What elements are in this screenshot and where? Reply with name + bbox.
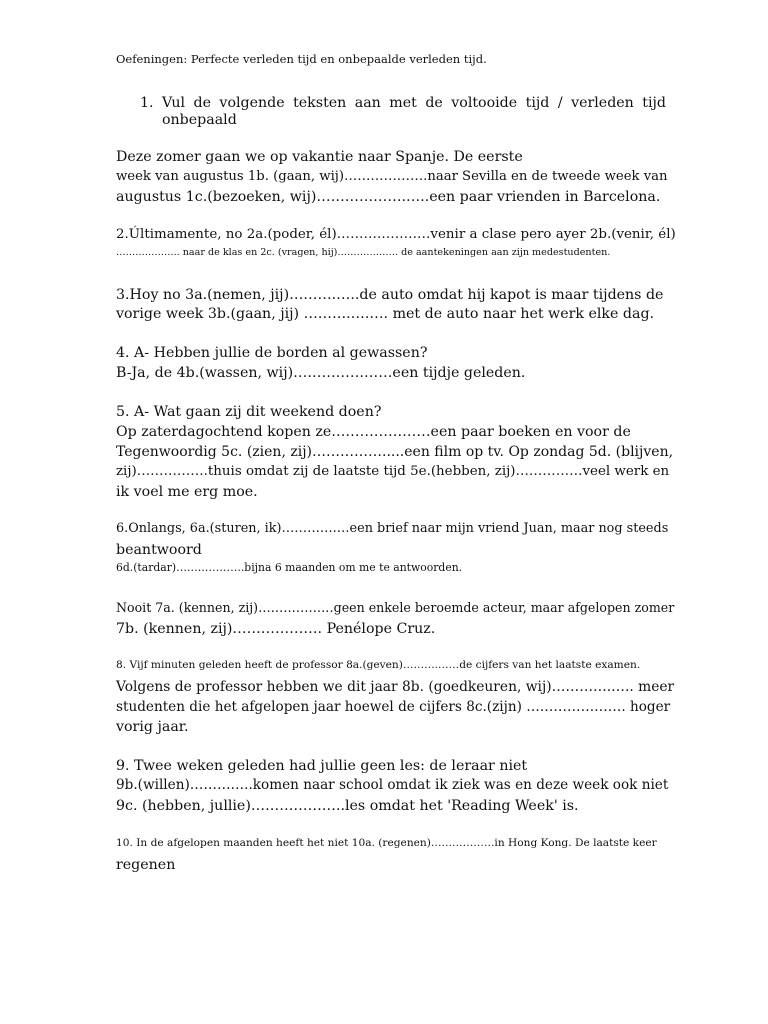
instruction-line-2: onbepaald [162,112,237,128]
exercise-line: ……………….. naar de klas en 2c. (vragen, hij)………………. de aantekeningen aan zijn medestudenten. [116,247,611,258]
exercise-line: Tegenwoordig 5c. (zien, zij)…………….....een film op tv. Op zondag 5d. (blijven, [116,444,674,460]
exercise-line: Op zaterdagochtend kopen ze…………………een paar boeken en voor de [116,424,631,440]
exercise-line: Nooit 7a. (kennen, zij)………………geen enkele beroemde acteur, maar afgelopen zomer [116,600,675,615]
exercise-line: 4. A- Hebben jullie de borden al gewassen? [116,345,428,361]
exercise-line: 6.Onlangs, 6a.(sturen, ik)………….…een brief naar mijn vriend Juan, maar nog steeds [116,521,669,536]
exercise-line: vorige week 3b.(gaan, jij) ……….….…. met de auto naar het werk elke dag. [116,306,655,322]
exercise-line: 6d.(tardar)……………….bijna 6 maanden om me te antwoorden. [116,561,463,574]
exercise-line: vorig jaar. [116,719,189,735]
exercise-line: 9. Twee weken geleden had jullie geen les: de leraar niet [116,758,528,774]
exercise-line: augustus 1c.(bezoeken, wij)……………….…..een paar vrienden in Barcelona. [116,189,661,205]
exercise-line: 7b. (kennen, zij)………………. Penélope Cruz. [116,621,436,637]
instruction-line-1: Vul de volgende teksten aan met de voltooide tijd / verleden tijd [162,95,666,111]
exercise-line: Volgens de professor hebben we dit jaar 8b. (goedkeuren, wij)………….….. meer [116,679,675,695]
exercise-line: 3.Hoy no 3a.(nemen, jij)……….…..de auto omdat hij kapot is maar tijdens de [116,287,664,303]
exercise-line: 10. In de afgelopen maanden heeft het niet 10a. (regenen)………………in Hong Kong. De laatste keer [116,837,657,849]
document-title: Oefeningen: Perfecte verleden tijd en onbepaalde verleden tijd. [116,52,487,66]
exercise-line: B-Ja, de 4b.(wassen, wij)…………………een tijdje geleden. [116,365,526,381]
exercise-line: beantwoord [116,542,202,558]
exercise-line: 5. A- Wat gaan zij dit weekend doen? [116,404,382,420]
exercise-line: week van augustus 1b. (gaan, wij)……………….naar Sevilla en de tweede week van [116,169,668,184]
exercise-line: 2.Últimamente, no 2a.(poder, él)…………………venir a clase pero ayer 2b.(venir, él) [116,227,676,242]
exercise-line: regenen [116,857,176,873]
exercise-line: studenten die het afgelopen jaar hoewel de cijfers 8c.(zijn) …………………. hoger [116,699,671,715]
exercise-line: Deze zomer gaan we op vakantie naar Spanje. De eerste [116,149,523,165]
exercise-line: 9c. (hebben, jullie)………………..les omdat het 'Reading Week' is. [116,798,579,814]
exercise-line: zij)…………….thuis omdat zij de laatste tijd 5e.(hebben, zij)……………veel werk en [116,464,670,479]
exercise-line: 9b.(willen)…………..komen naar school omdat ik ziek was en deze week ook niet [116,777,669,793]
exercise-line: ik voel me erg moe. [116,484,258,500]
instruction-number: 1. [140,95,154,111]
exercise-line: 8. Vijf minuten geleden heeft de professor 8a.(geven)……….……de cijfers van het laatste examen. [116,659,641,671]
